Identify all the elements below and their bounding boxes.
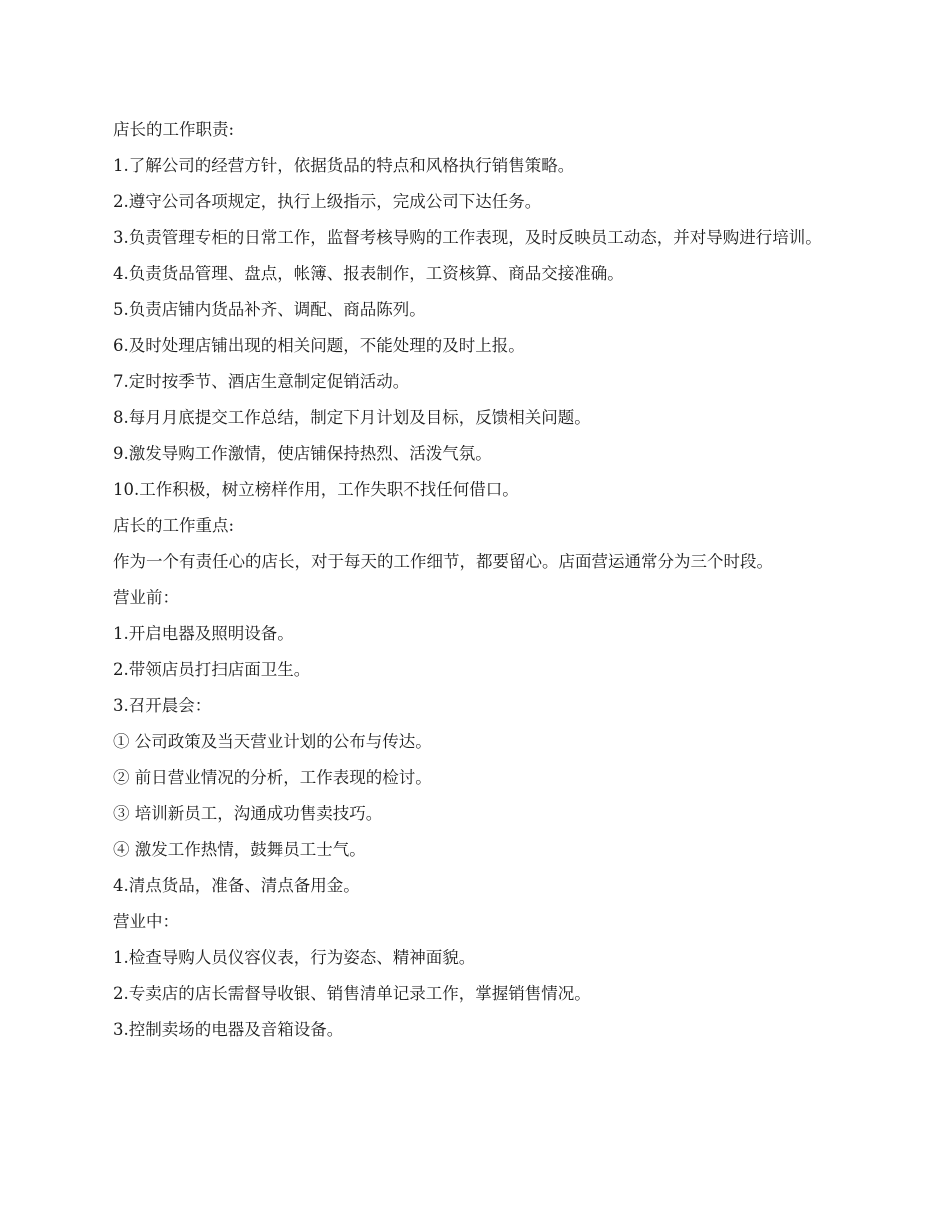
during-item-2: 2.专卖店的店长需督导收银、销售清单记录工作，掌握销售情况。 [113, 984, 591, 1003]
section-heading-duties: 店长的工作职责: [113, 120, 235, 139]
duty-item-3: 3.负责管理专柜的日常工作，监督考核导购的工作表现，及时反映员工动态，并对导购进行培训。 [113, 228, 822, 247]
before-item-3: 3.召开晨会： [113, 696, 212, 715]
duty-item-5: 5.负责店铺内货品补齐、调配、商品陈列。 [113, 300, 426, 319]
during-item-1: 1.检查导购人员仪容仪表，行为姿态、精神面貌。 [113, 948, 476, 967]
duty-item-9: 9.激发导购工作激情，使店铺保持热烈、活泼气氛。 [113, 444, 492, 463]
duty-item-4: 4.负责货品管理、盘点，帐簿、报表制作，工资核算、商品交接准确。 [113, 264, 624, 283]
section-heading-focus: 店长的工作重点: [113, 516, 235, 535]
before-item-4: 4.清点货品，准备、清点备用金。 [113, 876, 360, 895]
before-item-1: 1.开启电器及照明设备。 [113, 624, 294, 643]
focus-intro: 作为一个有责任心的店长，对于每天的工作细节，都要留心。店面营运通常分为三个时段。 [113, 552, 773, 571]
duty-item-6: 6.及时处理店铺出现的相关问题，不能处理的及时上报。 [113, 336, 525, 355]
meeting-point-1: ① 公司政策及当天营业计划的公布与传达。 [113, 732, 432, 751]
duty-item-7: 7.定时按季节、酒店生意制定促销活动。 [113, 372, 410, 391]
before-item-2: 2.带领店员打扫店面卫生。 [113, 660, 311, 679]
duty-item-10: 10.工作积极，树立榜样作用，工作失职不找任何借口。 [113, 480, 519, 499]
during-item-3: 3.控制卖场的电器及音箱设备。 [113, 1020, 344, 1039]
document-body [113, 121, 843, 1057]
subheading-before-business: 营业前： [113, 588, 179, 607]
subheading-during-business: 营业中： [113, 912, 179, 931]
duty-item-1: 1.了解公司的经营方针，依据货品的特点和风格执行销售策略。 [113, 156, 575, 175]
meeting-point-3: ③ 培训新员工，沟通成功售卖技巧。 [113, 804, 383, 823]
duty-item-8: 8.每月月底提交工作总结，制定下月计划及目标，反馈相关问题。 [113, 408, 591, 427]
duty-item-2: 2.遵守公司各项规定，执行上级指示，完成公司下达任务。 [113, 192, 542, 211]
meeting-point-4: ④ 激发工作热情，鼓舞员工士气。 [113, 840, 366, 859]
meeting-point-2: ② 前日营业情况的分析，工作表现的检讨。 [113, 768, 432, 787]
